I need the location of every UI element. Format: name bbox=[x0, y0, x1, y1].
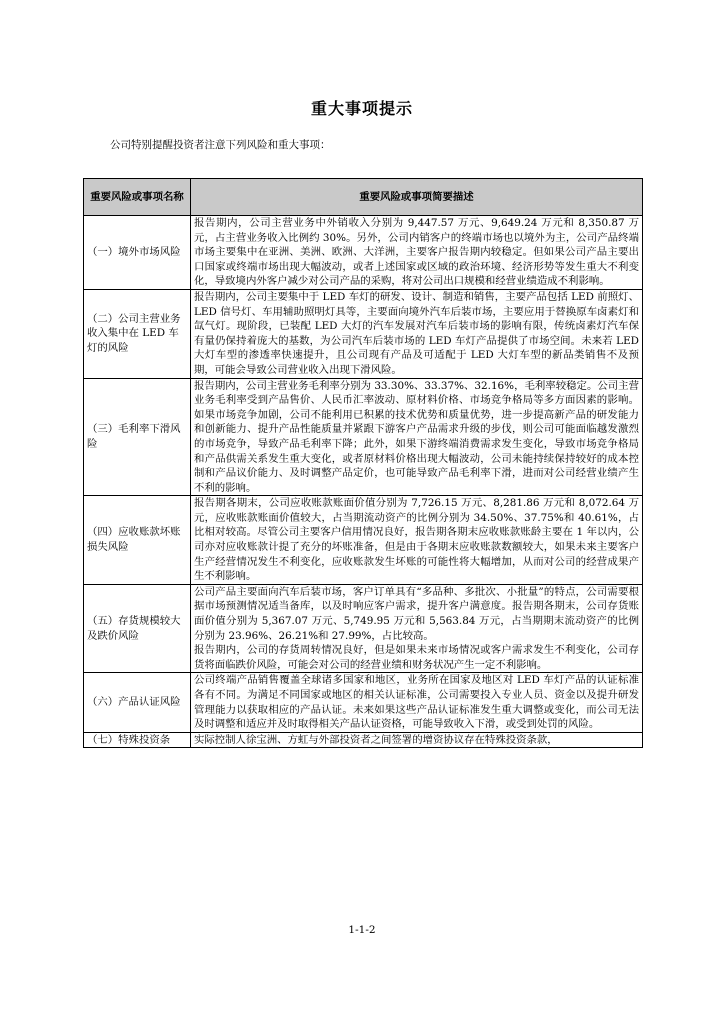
risk-description-paragraph: 报告期内，公司主要集中于 LED 车灯的研发、设计、制造和销售，主要产品包括 LED 前照灯、LED 信号灯、车用辅助照明灯具等，主要面向境外汽车后装市场，主要应用于替换原车卤素灯和氙气灯。现阶段，已装配 LED 大灯的汽车发展对汽车后装市场的影响有限，传统卤素灯汽车保有量仍保持着庞大的基数，为公司汽车后装市场的 LED 车灯产品提供了市场空间。未来若 LED 大灯车型的渗透率快速提升，且公司现有产品及可适配于 LED 大灯车型的新品类销售不及预期，可能会导致公司营业收入出现下滑风险。 bbox=[194, 290, 639, 376]
table-row bbox=[84, 584, 643, 673]
risk-description bbox=[191, 673, 643, 732]
risk-description-paragraph: 公司终端产品销售覆盖全球诸多国家和地区，业务所在国家及地区对 LED 车灯产品的认证标准各有不同。为满足不同国家或地区的相关认证标准，公司需要投入专业人员、资金以及提升研发管理能力以获取相应的产品认证。未来如果这些产品认证标准发生重大调整或变化，而公司无法及时调整和适应并及时取得相关产品认证资格，可能导致收入下滑，或受到处罚的风险。 bbox=[194, 674, 639, 731]
risk-description bbox=[191, 216, 643, 290]
header-risk-name-label: 重要风险或事项名称 bbox=[90, 190, 184, 203]
table-row bbox=[84, 289, 643, 378]
risk-description-paragraph: 报告期内，公司主营业务中外销收入分别为 9,447.57 万元、9,649.24 万元和 8,350.87 万元，占主营业务收入比例约 30%。另外，公司内销客户的终端市场也以境外为主，公司产品终端市场主要集中在亚洲、美洲、欧洲、大洋洲，主要客户报告期内较稳定。但如果公司产品主要出口国家或终端市场出现大幅波动，或者上述国家或区域的政治环境、经济形势等发生重大不利变化，导致境内外客户减少对公司产品的采购，将对公司出口规模和经营业绩造成不利影响。 bbox=[194, 217, 639, 288]
risk-description-paragraph: 报告期各期末，公司应收账款账面价值分别为 7,726.15 万元、8,281.86 万元和 8,072.64 万元，应收账款账面价值较大，占当期流动资产的比例分别为 34.50%、37.75%和 40.61%，占比相对较高。尽管公司主要客户信用情况良好，报告期各期末应收账款账龄主要在 1 年以内，公司亦对应收账款计提了充分的坏账准备，但是由于各期末应收账款数额较大，如果未来主要客户生产经营情况发生不利变化，应收账款发生坏账的可能性将大幅增加，从而对公司的经营成果产生不利影响。 bbox=[194, 497, 639, 583]
risk-name: （四）应收账款坏账损失风险 bbox=[84, 496, 191, 585]
risk-description-paragraph: 报告期内，公司的存货周转情况良好，但是如果未来市场情况或客户需求发生不利变化，公司存货将面临跌价风险，可能会对公司的经营业绩和财务状况产生一定不利影响。 bbox=[194, 644, 639, 671]
table-row bbox=[84, 216, 643, 290]
page-title: 重大事项提示 bbox=[310, 99, 413, 118]
risk-description bbox=[191, 732, 643, 748]
table-header-row bbox=[84, 179, 643, 216]
risk-name: （五）存货规模较大及跌价风险 bbox=[84, 584, 191, 673]
page-number: 1-1-2 bbox=[348, 924, 376, 936]
header-risk-name bbox=[84, 179, 191, 216]
risk-description-paragraph: 报告期内，公司主营业务毛利率分别为 33.30%、33.37%、32.16%，毛利率较稳定。公司主营业务毛利率受到产品售价、人民币汇率波动、原材料价格、市场竞争格局等多方面因素的影响。如果市场竞争加剧，公司不能利用已积累的技术优势和质量优势，进一步提高新产品的研发能力和创新能力、提升产品性能质量并紧跟下游客户产品需求升级的步伐，则公司可能面临越发激烈的市场竞争，导致产品毛利率下降；此外，如果下游终端消费需求发生变化，导致市场竞争格局和产品供需关系发生重大变化，或者原材料价格出现大幅波动，公司未能持续保持较好的成本控制和产品议价能力、及时调整产品定价，也可能导致产品毛利率下滑，进而对公司经营业绩产生不利的影响。 bbox=[194, 379, 639, 494]
header-risk-description-label: 重要风险或事项简要描述 bbox=[359, 190, 474, 203]
risk-name: （六）产品认证风险 bbox=[84, 673, 191, 732]
risk-description-paragraph: 实际控制人徐宝洲、方虹与外部投资者之间签署的增资协议存在特殊投资条款， bbox=[194, 733, 558, 746]
table-row bbox=[84, 732, 643, 748]
risk-name: （三）毛利率下滑风险 bbox=[84, 378, 191, 496]
risk-description bbox=[191, 496, 643, 585]
risk-name: （一）境外市场风险 bbox=[84, 216, 191, 290]
risk-description bbox=[191, 584, 643, 673]
header-risk-description bbox=[191, 179, 643, 216]
risk-description bbox=[191, 378, 643, 496]
table-row bbox=[84, 673, 643, 732]
table-row bbox=[84, 496, 643, 585]
risk-description bbox=[191, 289, 643, 378]
risk-description-paragraph: 公司产品主要面向汽车后装市场，客户订单具有“多品种、多批次、小批量”的特点，公司需要根据市场预测情况适当备库，以及时响应客户需求，提升客户满意度。报告期各期末，公司存货账面价值分别为 5,367.07 万元、5,749.95 万元和 5,563.84 万元，占当期期末流动资产的比例分别为 23.96%、26.21%和 27.99%，占比较高。 bbox=[194, 585, 639, 642]
risk-name: （二）公司主营业务收入集中在 LED 车灯的风险 bbox=[84, 289, 191, 378]
risk-table bbox=[83, 178, 643, 748]
risk-name: （七）特殊投资条 bbox=[84, 732, 191, 748]
intro-text: 公司特别提醒投资者注意下列风险和重大事项： bbox=[110, 139, 331, 151]
table-row bbox=[84, 378, 643, 496]
